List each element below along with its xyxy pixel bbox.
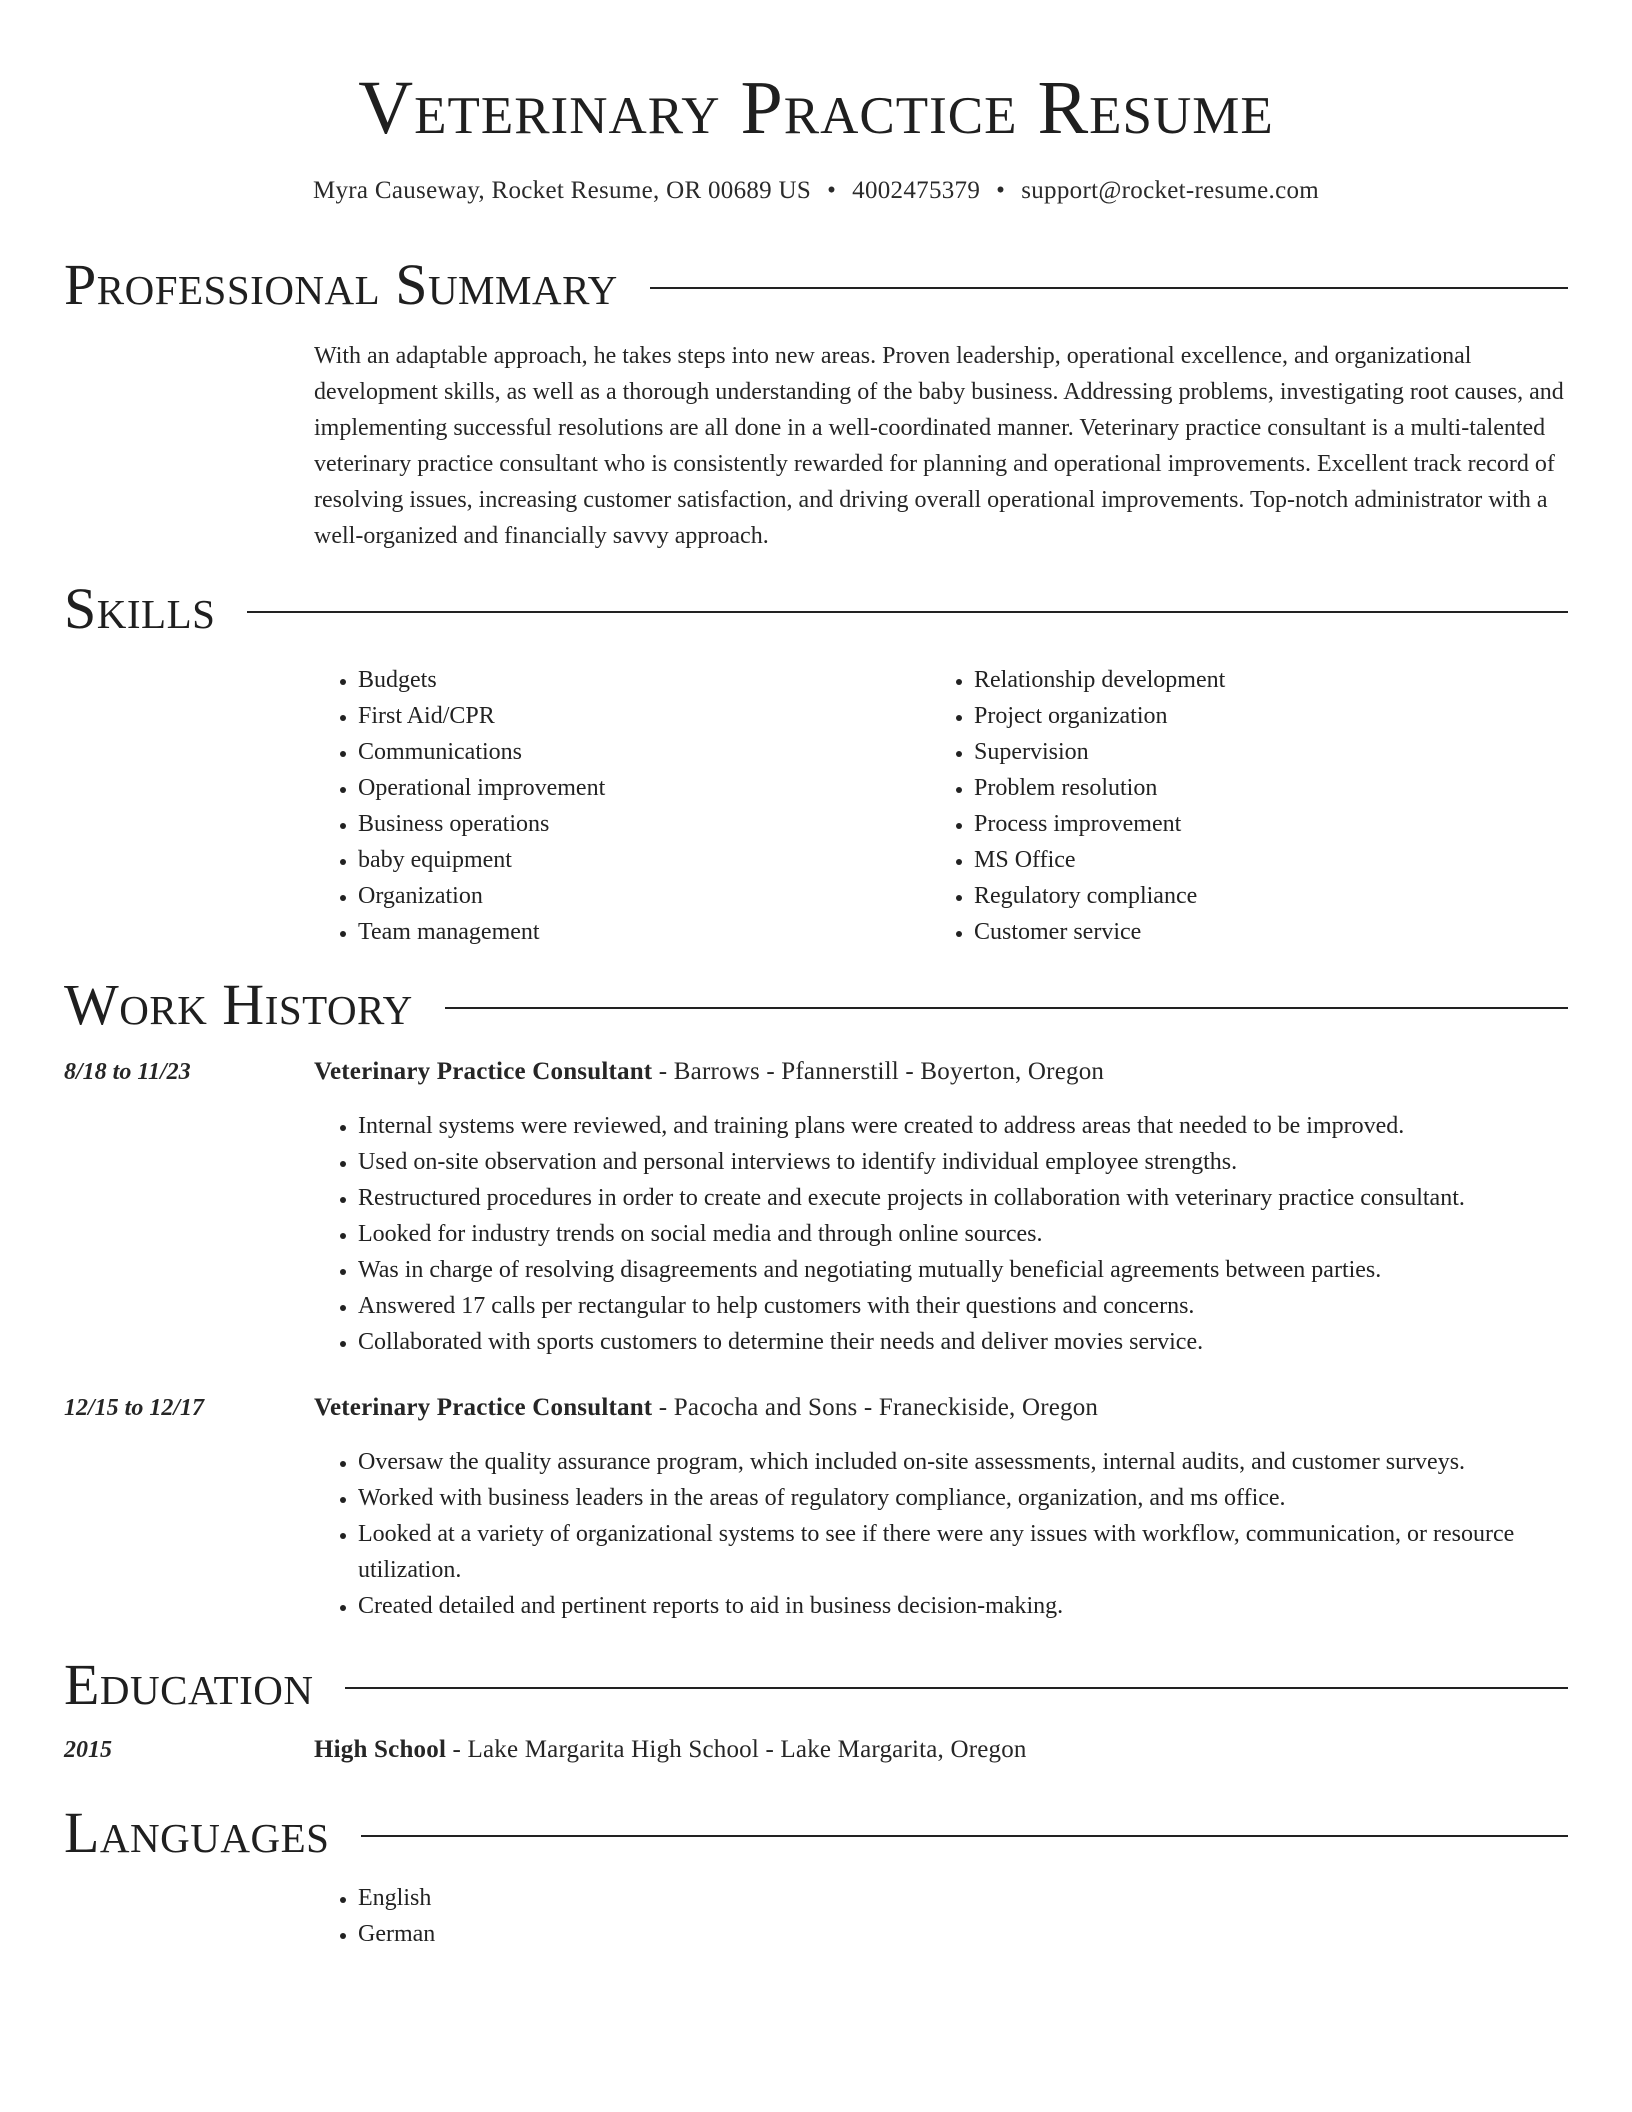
section-heading-languages	[64, 1800, 1568, 1866]
skills-column-1	[314, 662, 874, 950]
skill-item: • Customer service	[974, 914, 1530, 950]
skill-item: • Regulatory compliance	[974, 878, 1530, 914]
section-heading-skills	[64, 576, 1568, 642]
section-title: Education	[64, 1652, 314, 1717]
education-school: - Lake Margarita High School - Lake Margarita, Oregon	[446, 1736, 1027, 1763]
section-divider	[345, 1687, 1568, 1689]
job-bullets	[314, 1444, 1568, 1624]
job-bullet: • Was in charge of resolving disagreements and negotiating mutually beneficial agreements between parties.	[358, 1252, 1568, 1288]
skill-item: • Organization	[358, 878, 874, 914]
section-title: Languages	[64, 1800, 330, 1865]
skill-item: • Business operations	[358, 806, 874, 842]
contact-phone: 4002475379	[852, 177, 981, 204]
skill-item: • Operational improvement	[358, 770, 874, 806]
contact-info	[0, 174, 1632, 208]
job-bullet: • Worked with business leaders in the areas of regulatory compliance, organization, and ms office.	[358, 1480, 1568, 1516]
language-item: • German	[358, 1916, 1568, 1952]
education-degree: High School	[314, 1736, 447, 1763]
job-bullets	[314, 1108, 1568, 1360]
job-bullet: • Internal systems were reviewed, and training plans were created to address areas that needed to be improved.	[358, 1108, 1568, 1144]
section-title: Skills	[64, 576, 216, 641]
section-divider	[650, 287, 1568, 289]
section-title: Professional Summary	[64, 252, 618, 317]
job-bullet: • Answered 17 calls per rectangular to help customers with their questions and concerns.	[358, 1288, 1568, 1324]
job-employer: - Pacocha and Sons - Franeckiside, Oregon	[652, 1394, 1099, 1421]
resume-title: Veterinary Practice Resume	[358, 66, 1274, 150]
job-bullet: • Used on-site observation and personal interviews to identify individual employee strengths.	[358, 1144, 1568, 1180]
job-heading	[314, 1054, 1568, 1090]
skill-item: • Process improvement	[974, 806, 1530, 842]
job-title: Veterinary Practice Consultant	[314, 1394, 653, 1421]
skill-item: • Relationship development	[974, 662, 1530, 698]
job-bullet: • Looked at a variety of organizational systems to see if there were any issues with workflow, communication, or resource utilization.	[358, 1516, 1568, 1588]
job-employer: - Barrows - Pfannerstill - Boyerton, Oregon	[652, 1058, 1105, 1085]
job-bullet: • Collaborated with sports customers to determine their needs and deliver movies service.	[358, 1324, 1568, 1360]
skill-item: • MS Office	[974, 842, 1530, 878]
contact-address: Myra Causeway, Rocket Resume, OR 00689 US	[312, 177, 812, 204]
section-divider	[361, 1835, 1568, 1837]
skill-item: • Budgets	[358, 662, 874, 698]
contact-separator: •	[996, 177, 1006, 204]
education-year: 2015	[64, 1737, 112, 1763]
summary-text: With an adaptable approach, he takes steps into new areas. Proven leadership, operational excellence, and organizational development skills, as well as a thorough understanding of the baby business. Addressing problems, investigating root causes, and implementing successful resolutions are all done in a well-coordinated manner. Veterinary practice consultant is a multi-talented veterinary practice consultant who is consistently rewarded for planning and operational improvements. Excellent track record of resolving issues, increasing customer satisfaction, and driving overall operational improvements. Top-notch administrator with a well-organized and financially savvy approach.	[314, 343, 1564, 549]
skill-item: • Supervision	[974, 734, 1530, 770]
skills-column-2	[930, 662, 1530, 950]
section-title: Work History	[64, 972, 413, 1037]
job-bullet: • Looked for industry trends on social media and through online sources.	[358, 1216, 1568, 1252]
section-heading-education	[64, 1652, 1568, 1718]
section-heading-summary	[64, 252, 1568, 318]
skill-item: • Communications	[358, 734, 874, 770]
skill-item: • Team management	[358, 914, 874, 950]
job-title: Veterinary Practice Consultant	[314, 1058, 653, 1085]
section-divider	[445, 1007, 1568, 1009]
skill-item: • baby equipment	[358, 842, 874, 878]
job-dates: 8/18 to 11/23	[64, 1059, 191, 1085]
contact-email[interactable]: support@rocket-resume.com	[1021, 177, 1320, 204]
job-heading	[314, 1390, 1568, 1426]
job-dates: 12/15 to 12/17	[64, 1395, 205, 1421]
skill-item: • First Aid/CPR	[358, 698, 874, 734]
section-divider	[247, 611, 1568, 613]
job-bullet: • Created detailed and pertinent reports to aid in business decision-making.	[358, 1588, 1568, 1624]
section-heading-work	[64, 972, 1568, 1038]
job-bullet: • Oversaw the quality assurance program, which included on-site assessments, internal audits, and customer surveys.	[358, 1444, 1568, 1480]
education-entry	[314, 1732, 1568, 1768]
skill-item: • Project organization	[974, 698, 1530, 734]
language-item: • English	[358, 1880, 1568, 1916]
contact-separator: •	[827, 177, 837, 204]
job-bullet: • Restructured procedures in order to create and execute projects in collaboration with veterinary practice consultant.	[358, 1180, 1568, 1216]
skill-item: • Problem resolution	[974, 770, 1530, 806]
language-list	[314, 1880, 1568, 1952]
